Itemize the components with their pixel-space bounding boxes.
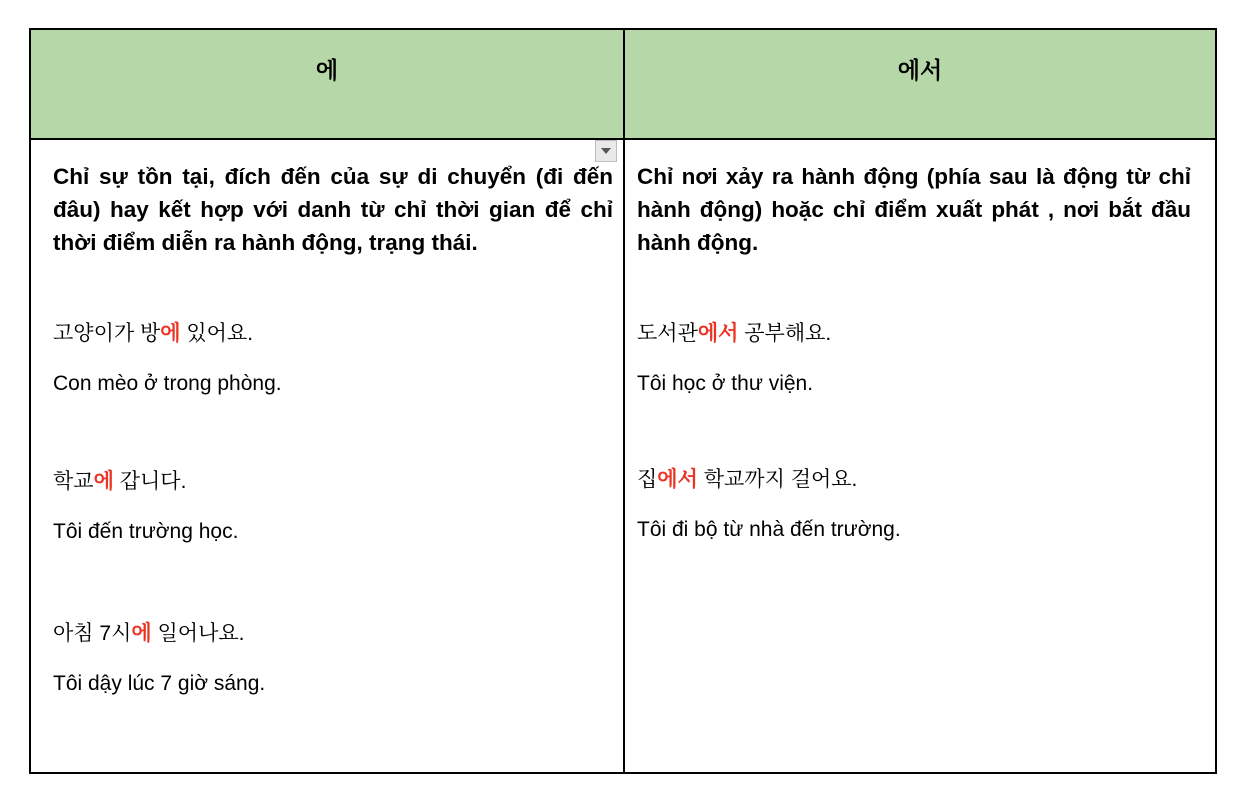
header-cell-eseo[interactable] — [625, 30, 1215, 138]
description-e: Chỉ sự tồn tại, đích đến của sự di chuyển (đi đến đâu) hay kết hợp với danh từ chỉ thời gian để chỉ thời điểm diễn ra hành động, trạng thái. — [53, 164, 613, 255]
particle-highlight: 에서 — [697, 322, 739, 345]
description-eseo: Chỉ nơi xảy ra hành động (phía sau là động từ chỉ hành động) hoặc chỉ điểm xuất phát , nơi bắt đầu hành động. — [637, 164, 1191, 255]
cell-eseo-usage[interactable] — [625, 140, 1215, 543]
grammar-comparison-table — [29, 28, 1217, 774]
particle-highlight: 에 — [93, 470, 114, 493]
vietnamese-translation: Tôi dậy lúc 7 giờ sáng. — [53, 672, 266, 695]
header-label-eseo: 에서 — [897, 57, 943, 83]
vietnamese-translation: Con mèo ở trong phòng. — [53, 372, 282, 395]
korean-sentence: 도서관에서 공부해요. — [637, 322, 832, 345]
example-e-3 — [53, 621, 613, 697]
vietnamese-translation: Tôi đến trường học. — [53, 520, 239, 543]
korean-sentence: 학교에 갑니다. — [53, 470, 187, 493]
particle-highlight: 에서 — [657, 468, 698, 491]
chevron-down-icon[interactable] — [595, 140, 617, 162]
particle-highlight: 에 — [131, 622, 152, 645]
example-eseo-1 — [637, 321, 1191, 397]
header-cell-e[interactable] — [31, 30, 623, 138]
header-label-e: 에 — [315, 57, 339, 83]
example-eseo-2 — [637, 467, 1191, 543]
cell-e-usage[interactable] — [31, 140, 623, 697]
vietnamese-translation: Tôi học ở thư viện. — [637, 372, 814, 395]
example-e-1 — [53, 321, 613, 397]
korean-sentence: 아침 7시에 일어나요. — [53, 622, 245, 645]
example-e-2 — [53, 469, 613, 545]
particle-highlight: 에 — [160, 322, 181, 345]
korean-sentence: 집에서 학교까지 걸어요. — [637, 468, 858, 491]
korean-sentence: 고양이가 방에 있어요. — [53, 322, 254, 345]
vietnamese-translation: Tôi đi bộ từ nhà đến trường. — [637, 518, 901, 541]
